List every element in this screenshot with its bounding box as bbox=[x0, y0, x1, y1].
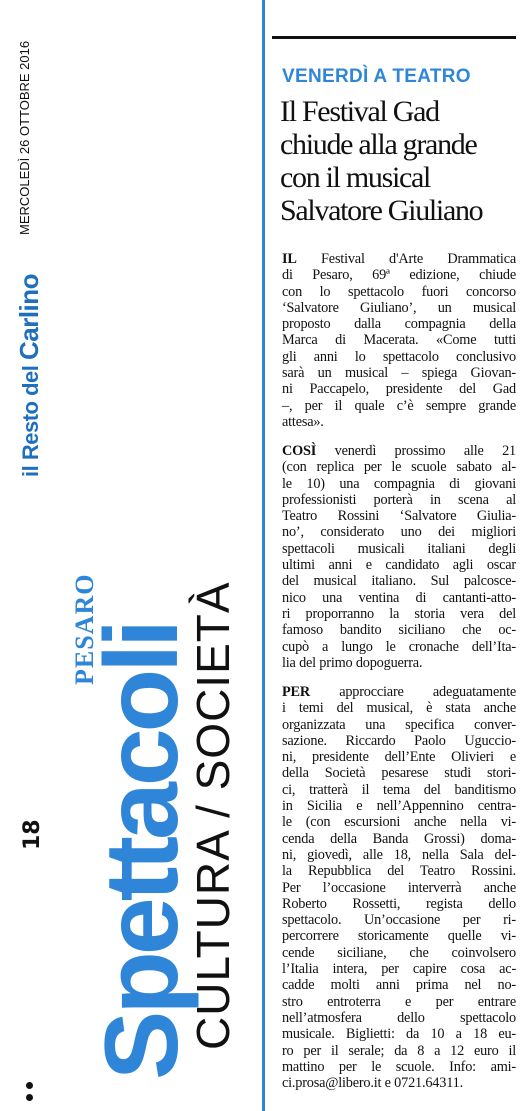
text-line: spettacoli musicali italiani degli bbox=[282, 540, 516, 557]
text-line: organizzata una specifica conver- bbox=[282, 716, 516, 733]
text-line: con lo spettacolo fuori concorso bbox=[282, 283, 516, 300]
newspaper-prefix: il Resto del bbox=[18, 360, 43, 477]
text-line: proposto dalla compagnia della bbox=[282, 316, 516, 333]
text-line: cende siciliane, che coinvolsero bbox=[282, 944, 516, 961]
text-line: di Pesaro, 69ª edizione, chiude bbox=[282, 267, 516, 284]
text-line: ‘Salvatore Giuliano’, un musical bbox=[282, 299, 516, 316]
paragraph-lead: PER bbox=[282, 684, 310, 700]
article-paragraph-3 bbox=[282, 684, 516, 1091]
paragraph-first-line bbox=[282, 251, 516, 267]
text-line: sarà un musical – spiega Giovan- bbox=[282, 365, 516, 382]
text-line: ultimi anni e candidato agli oscar bbox=[282, 557, 516, 574]
text-line: Per l’occasione interverrà anche bbox=[282, 879, 516, 896]
newspaper-name: Carlino bbox=[14, 273, 44, 361]
bullet-dot bbox=[26, 1094, 33, 1101]
column-divider bbox=[262, 0, 265, 1111]
text-line: mattino per le scuole. Info: ami- bbox=[282, 1058, 516, 1075]
text-line: professionisti porterà in scena al bbox=[282, 491, 516, 508]
text-line: nico una ventina di cantanti-atto- bbox=[282, 589, 516, 606]
text-line: percorrere storicamente quelle vi- bbox=[282, 928, 516, 945]
text-line: nell’atmosfera dello spettacolo bbox=[282, 1009, 516, 1026]
bullet-dot bbox=[26, 1082, 33, 1089]
text-line: ni Paccapelo, presidente del Gad bbox=[282, 381, 516, 398]
text-line: gli anni lo spettacolo conclusivo bbox=[282, 348, 516, 365]
text-line: cadde molti anni prima nel no- bbox=[282, 977, 516, 994]
text-line: in Sicilia e nell’Appennino centra- bbox=[282, 798, 516, 815]
text-line: i temi del musical, è stata anche bbox=[282, 700, 516, 717]
first-line-text: Festival d'Arte Drammatica bbox=[296, 251, 516, 267]
page-number: 18 bbox=[20, 819, 45, 850]
text-line: cupò a lungo le cronache dell’Ita- bbox=[282, 638, 516, 655]
city-label: PESARO bbox=[70, 573, 99, 685]
issue-date: MERCOLEDÌ 26 OTTOBRE 2016 bbox=[17, 40, 32, 235]
article-paragraph-2 bbox=[282, 443, 516, 671]
article-kicker: VENERDÌ A TEATRO bbox=[282, 66, 471, 87]
text-line: ci, tratterà il tema del banditismo bbox=[282, 781, 516, 798]
section-subtitle: CULTURA / SOCIETÀ bbox=[187, 581, 239, 1050]
newspaper-logo bbox=[16, 274, 42, 477]
text-line: (con replica per le scuole sabato al- bbox=[282, 459, 516, 476]
section-title: Spettacoli bbox=[84, 623, 200, 1080]
paragraph-first-line bbox=[282, 684, 516, 700]
article-paragraph-1 bbox=[282, 251, 516, 430]
text-line: no’, considerato uno dei migliori bbox=[282, 524, 516, 541]
text-line: sazione. Riccardo Paolo Uguccio- bbox=[282, 732, 516, 749]
headline-line: con il musical bbox=[280, 161, 431, 194]
text-line: del musical italiano. Sul palcosce- bbox=[282, 573, 516, 590]
first-line-text: venerdì prossimo alle 21 bbox=[316, 443, 516, 459]
text-line: Teatro Rossini ‘Salvatore Giulia- bbox=[282, 508, 516, 525]
top-rule bbox=[272, 36, 516, 39]
paragraph-lead: COSÌ bbox=[282, 443, 317, 459]
text-line: famoso bandito siciliano che oc- bbox=[282, 622, 516, 639]
text-line: ni, presidente dell’Ente Olivieri e bbox=[282, 749, 516, 766]
text-line: stro entroterra e per entrare bbox=[282, 993, 516, 1010]
text-line: la Repubblica del Teatro Rossini. bbox=[282, 863, 516, 880]
text-line: lia del primo dopoguerra. bbox=[282, 654, 423, 671]
headline-line: Il Festival Gad bbox=[280, 95, 439, 128]
text-line: Marca di Macerata. «Come tutti bbox=[282, 332, 516, 349]
text-line: cenda della Banda Grossi) doma- bbox=[282, 830, 516, 847]
text-line: della Società pesarese studi stori- bbox=[282, 765, 516, 782]
text-line: ci.prosa@libero.it e 0721.64311. bbox=[282, 1075, 463, 1092]
first-line-text: approcciare adeguatamente bbox=[310, 684, 516, 700]
paragraph-first-line bbox=[282, 443, 516, 459]
text-line: musicale. Biglietti: da 10 a 18 eu- bbox=[282, 1026, 516, 1043]
headline-line: chiude alla grande bbox=[280, 128, 477, 161]
text-line: –, per il quale c’è sempre grande bbox=[282, 397, 516, 414]
headline-line: Salvatore Giuliano bbox=[280, 194, 483, 227]
text-line: l’Italia intera, per capire cosa ac- bbox=[282, 961, 516, 978]
text-line: ri proporranno la storia vera del bbox=[282, 605, 516, 622]
text-line: le 10) una compagnia di giovani bbox=[282, 475, 516, 492]
text-line: le (con escursioni anche nella vi- bbox=[282, 814, 516, 831]
text-line: attesa». bbox=[282, 413, 324, 430]
paragraph-lead: IL bbox=[282, 251, 297, 267]
text-line: ni, giovedì, alle 18, nella Sala del- bbox=[282, 846, 516, 863]
text-line: spettacolo. Un’occasione per ri- bbox=[282, 912, 516, 929]
article-headline bbox=[280, 95, 520, 227]
text-line: ro per il serale; da 8 a 12 euro il bbox=[282, 1042, 516, 1059]
text-line: Roberto Rossetti, regista dello bbox=[282, 895, 516, 912]
